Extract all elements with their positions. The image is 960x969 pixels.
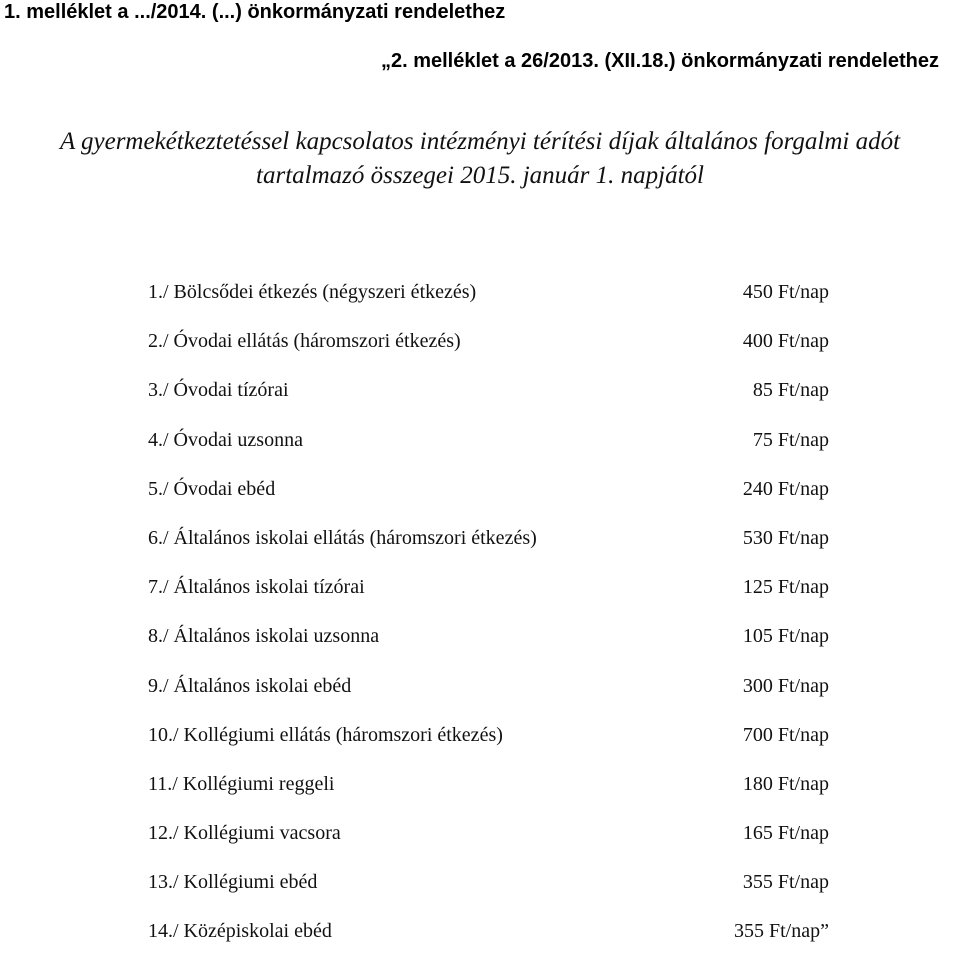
fee-item-price: 450 Ft/nap [742,281,829,303]
fee-item-price: 240 Ft/nap [742,477,829,500]
fee-item-price: 700 Ft/nap [742,723,829,746]
fee-item-price: 75 Ft/nap [752,428,829,451]
fee-row [0,674,960,723]
fee-item-price: 85 Ft/nap [752,379,829,402]
fee-item-price: 355 Ft/nap” [734,920,829,943]
fee-item-price: 180 Ft/nap [742,772,829,795]
fee-item-name: 6./ Általános iskolai ellátás (háromszori étkezés) [148,526,537,549]
fee-item-price: 300 Ft/nap [742,674,829,697]
fee-row [0,378,960,427]
fee-item-name: 9./ Általános iskolai ebéd [148,674,352,697]
fee-item-price: 105 Ft/nap [742,625,829,648]
document-title-line-2: tartalmazó összegei 2015. január 1. napjától [256,162,704,189]
fee-row [0,329,960,378]
fee-item-price: 530 Ft/nap [742,526,829,549]
fee-item-name: 8./ Általános iskolai uzsonna [148,625,380,648]
fee-row [0,526,960,575]
fee-row [0,624,960,673]
fee-item-name: 7./ Általános iskolai tízórai [148,576,365,599]
fee-row [0,821,960,870]
fee-row [0,772,960,821]
fee-item-name: 4./ Óvodai uzsonna [148,428,303,451]
fee-item-price: 400 Ft/nap [742,330,829,353]
fee-item-price: 165 Ft/nap [742,822,829,845]
fee-item-name: 14./ Középiskolai ebéd [148,920,332,943]
fee-item-name: 2./ Óvodai ellátás (háromszori étkezés) [148,330,461,353]
fee-row [0,870,960,919]
fee-row [0,575,960,624]
meal-fee-list [0,280,960,969]
fee-item-name: 11./ Kollégiumi reggeli [148,772,335,795]
fee-item-price: 355 Ft/nap [742,871,829,894]
fee-row [0,477,960,526]
fee-row [0,919,960,968]
fee-row [0,428,960,477]
fee-item-name: 5./ Óvodai ebéd [148,477,276,500]
fee-item-name: 3./ Óvodai tízórai [148,379,289,402]
fee-row [0,280,960,329]
fee-item-name: 12./ Kollégiumi vacsora [148,822,341,845]
fee-item-price: 125 Ft/nap [742,576,829,599]
fee-row [0,723,960,772]
amended-annex-reference-line: „2. melléklet a 26/2013. (XII.18.) önkormányzati rendelethez [380,50,939,72]
fee-item-name: 10./ Kollégiumi ellátás (háromszori étkezés) [148,723,503,746]
fee-item-name: 13./ Kollégiumi ebéd [148,871,318,894]
annex-reference-line: 1. melléklet a .../2014. (...) önkormányzati rendelethez [4,1,506,23]
document-title-line-1: A gyermekétkeztetéssel kapcsolatos intézményi térítési díjak általános forgalmi adót [59,128,901,155]
fee-item-name: 1./ Bölcsődei étkezés (négyszeri étkezés) [148,281,477,303]
